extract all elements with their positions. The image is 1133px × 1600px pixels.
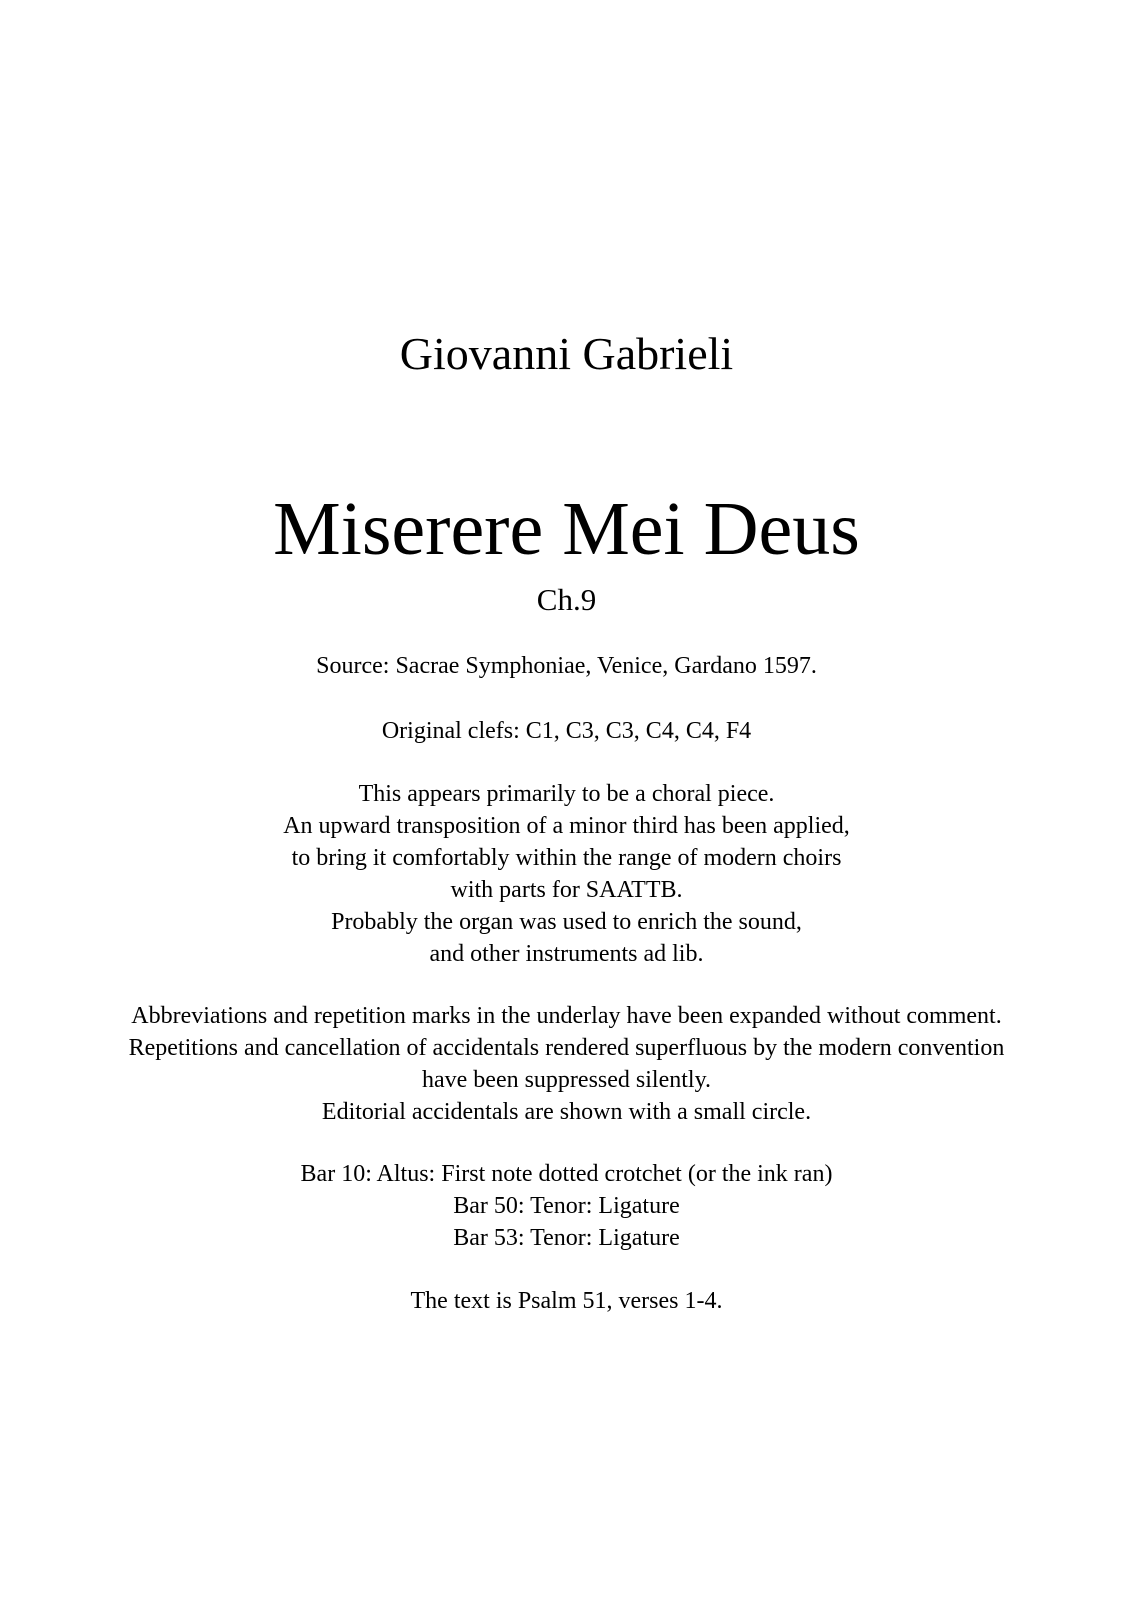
work-subtitle: Ch.9 bbox=[536, 582, 597, 617]
editorial-notes bbox=[0, 1000, 1133, 1128]
editorial-note-line: Abbreviations and repetition marks in the underlay have been expanded without comment. bbox=[131, 1003, 1002, 1029]
performance-note-line: to bring it comfortably within the range of modern choirs bbox=[291, 845, 842, 871]
text-source-note bbox=[0, 1285, 1133, 1317]
bar-note-line: Bar 50: Tenor: Ligature bbox=[453, 1193, 680, 1219]
performance-note-line: with parts for SAATTB. bbox=[450, 877, 683, 903]
performance-note-line: and other instruments ad lib. bbox=[429, 941, 704, 967]
performance-note-line: Probably the organ was used to enrich the sound, bbox=[331, 909, 802, 935]
text-source-line: The text is Psalm 51, verses 1-4. bbox=[410, 1288, 723, 1314]
clefs-line: Original clefs: C1, C3, C3, C4, C4, F4 bbox=[381, 718, 752, 744]
performance-note-line: An upward transposition of a minor third has been applied, bbox=[283, 813, 850, 839]
editorial-note-line: Repetitions and cancellation of accidentals rendered superfluous by the modern convention bbox=[128, 1035, 1005, 1061]
performance-notes bbox=[0, 778, 1133, 970]
source-line: Source: Sacrae Symphoniae, Venice, Gardano 1597. bbox=[316, 653, 817, 679]
composer-name: Giovanni Gabrieli bbox=[399, 328, 734, 379]
bar-note-line: Bar 53: Tenor: Ligature bbox=[453, 1225, 680, 1251]
bar-notes bbox=[0, 1158, 1133, 1254]
performance-note-line: This appears primarily to be a choral piece. bbox=[358, 781, 775, 807]
bar-note-line: Bar 10: Altus: First note dotted crotchet (or the ink ran) bbox=[300, 1161, 833, 1187]
work-title: Miserere Mei Deus bbox=[273, 487, 860, 571]
clefs-note bbox=[0, 715, 1133, 747]
source-note bbox=[0, 650, 1133, 682]
editorial-note-line: have been suppressed silently. bbox=[421, 1067, 712, 1093]
editorial-note-line: Editorial accidentals are shown with a small circle. bbox=[321, 1099, 812, 1125]
